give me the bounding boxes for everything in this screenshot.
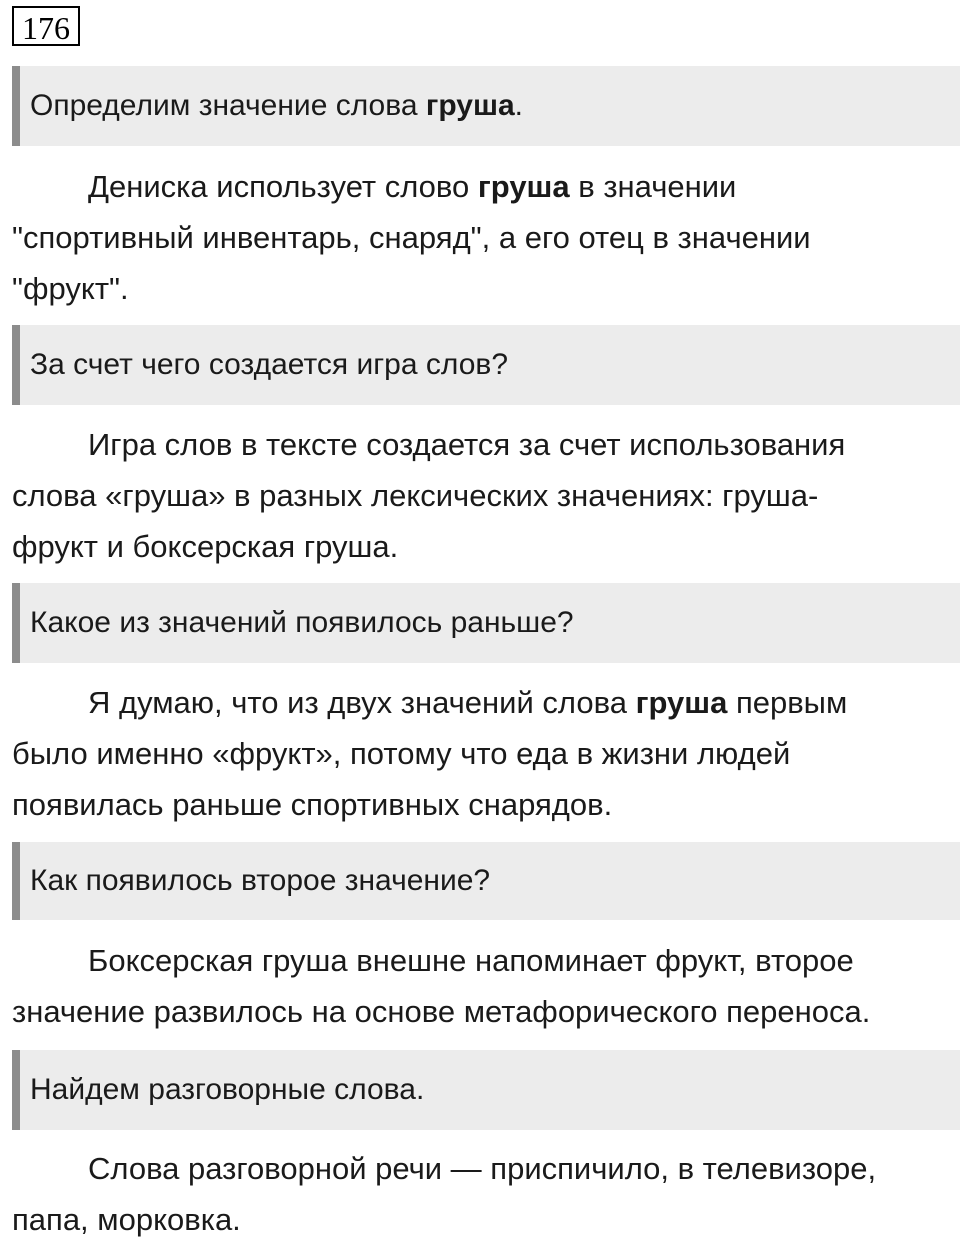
answer-paragraph-3 — [12, 677, 956, 830]
question-text: Определим значение слова груша. — [30, 89, 524, 122]
answer-line: появилась раньше спортивных снарядов. — [12, 787, 613, 822]
question-heading-5 — [12, 1050, 960, 1130]
answer-line: "спортивный инвентарь, снаряд", а его отец в значении — [12, 220, 811, 255]
answer-line: папа, морковка. — [12, 1202, 241, 1237]
answer-line: Слова разговорной речи — приспичило, в телевизоре, — [88, 1151, 877, 1186]
answer-paragraph-2 — [12, 419, 956, 572]
question-heading-1 — [12, 66, 960, 146]
question-text: Найдем разговорные слова. — [30, 1073, 425, 1106]
question-heading-2 — [12, 325, 960, 405]
answer-line: слова «груша» в разных лексических значениях: груша- — [12, 478, 819, 513]
answer-paragraph-4 — [12, 935, 956, 1037]
answer-paragraph-1 — [12, 161, 956, 314]
question-text: За счет чего создается игра слов? — [30, 348, 509, 381]
answer-line: фрукт и боксерская груша. — [12, 529, 399, 564]
question-text: Какое из значений появилось раньше? — [30, 606, 574, 639]
answer-line: значение развилось на основе метафорического переноса. — [12, 994, 871, 1029]
page-number: 176 — [12, 6, 80, 46]
question-heading-4 — [12, 842, 960, 920]
answer-line: Боксерская груша внешне напоминает фрукт, второе — [88, 943, 854, 978]
answer-line: "фрукт". — [12, 271, 129, 306]
answer-line: Игра слов в тексте создается за счет использования — [88, 427, 846, 462]
answer-line: Дениска использует слово груша в значении — [88, 169, 737, 204]
question-heading-3 — [12, 583, 960, 663]
answer-paragraph-5 — [12, 1143, 956, 1245]
answer-line: было именно «фрукт», потому что еда в жизни людей — [12, 736, 791, 771]
question-text: Как появилось второе значение? — [30, 864, 491, 897]
answer-line: Я думаю, что из двух значений слова груша первым — [88, 685, 848, 720]
